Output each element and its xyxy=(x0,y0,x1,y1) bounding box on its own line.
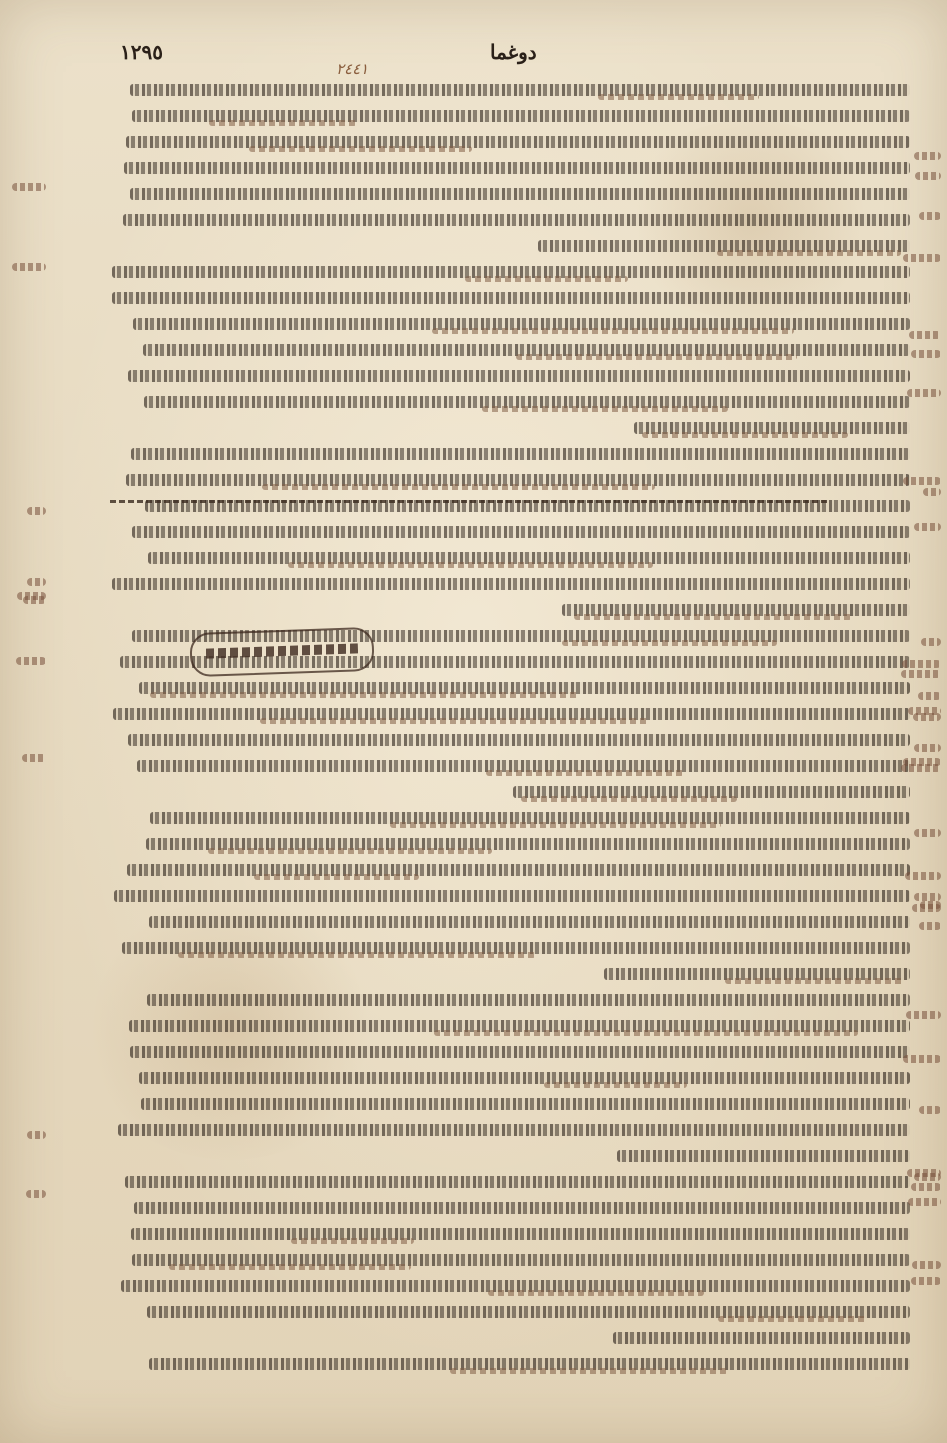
text-line xyxy=(147,1302,910,1322)
text-line xyxy=(150,808,910,828)
handwritten-annotation xyxy=(488,1290,704,1296)
text-line xyxy=(143,340,910,360)
handwritten-annotation xyxy=(562,640,777,646)
text-line xyxy=(128,730,910,750)
section-divider xyxy=(110,500,830,503)
handwritten-annotation xyxy=(178,952,536,958)
handwritten-annotation xyxy=(725,978,906,984)
margin-annotation xyxy=(902,660,941,668)
handwritten-annotation xyxy=(254,874,419,880)
text-line xyxy=(130,1042,910,1062)
printed-text xyxy=(128,734,910,746)
margin-annotation xyxy=(27,1131,46,1139)
text-line xyxy=(145,496,910,516)
text-line xyxy=(128,366,910,386)
handwritten-annotation xyxy=(262,484,655,490)
printed-text xyxy=(124,162,910,174)
printed-text xyxy=(613,1332,910,1344)
handwritten-annotation xyxy=(390,822,721,828)
margin-annotation xyxy=(905,872,941,880)
text-line xyxy=(127,860,910,880)
printed-text xyxy=(127,864,910,876)
handwritten-annotation xyxy=(516,354,796,360)
text-line xyxy=(149,1354,910,1374)
page-header xyxy=(120,40,840,78)
margin-annotation xyxy=(915,172,941,180)
handwritten-annotation xyxy=(642,432,848,438)
right-margin-annotations xyxy=(899,90,941,1340)
printed-text xyxy=(149,916,910,928)
printed-text xyxy=(118,1124,910,1136)
margin-annotation xyxy=(914,152,941,160)
printed-text xyxy=(130,84,910,96)
handwritten-annotation xyxy=(718,1316,868,1322)
margin-annotation xyxy=(921,638,941,646)
text-line xyxy=(634,418,910,438)
text-line xyxy=(126,470,910,490)
printed-text xyxy=(126,136,910,148)
printed-text xyxy=(130,1046,910,1058)
handwritten-annotation xyxy=(249,146,471,152)
handwritten-annotation xyxy=(260,718,649,724)
text-line xyxy=(113,704,910,724)
handwritten-annotation xyxy=(208,848,492,854)
ownership-stamp xyxy=(189,627,374,677)
printed-text xyxy=(123,214,910,226)
margin-annotation xyxy=(911,350,941,358)
text-line xyxy=(139,1068,910,1088)
text-line xyxy=(129,1016,910,1036)
text-line xyxy=(147,990,910,1010)
text-line xyxy=(604,964,910,984)
running-head: دوغما xyxy=(490,40,537,64)
handwritten-annotation xyxy=(574,614,852,620)
margin-annotation xyxy=(12,183,46,191)
margin-annotation xyxy=(914,829,941,837)
text-line xyxy=(144,392,910,412)
text-line xyxy=(146,834,910,854)
text-line xyxy=(123,210,910,230)
text-line xyxy=(132,522,910,542)
margin-annotation xyxy=(909,331,941,339)
text-line xyxy=(122,938,910,958)
text-line xyxy=(613,1328,910,1348)
printed-text xyxy=(139,1072,910,1084)
printed-text xyxy=(131,448,910,460)
margin-annotation xyxy=(16,657,46,665)
printed-text xyxy=(112,578,910,590)
text-line xyxy=(141,1094,910,1114)
text-body xyxy=(100,80,910,1400)
text-line xyxy=(131,1224,910,1244)
printed-text xyxy=(134,1202,910,1214)
margin-annotation xyxy=(914,523,941,531)
margin-annotation xyxy=(23,596,46,604)
text-line xyxy=(124,158,910,178)
text-line xyxy=(134,1198,910,1218)
margin-annotation xyxy=(27,507,46,515)
margin-annotation xyxy=(918,692,942,700)
margin-annotation xyxy=(12,263,46,271)
margin-annotation xyxy=(27,578,46,586)
handwritten-annotation xyxy=(717,250,900,256)
printed-text xyxy=(128,370,910,382)
text-line xyxy=(114,886,910,906)
margin-annotation xyxy=(907,1169,941,1177)
margin-annotation xyxy=(913,713,941,721)
printed-text xyxy=(141,1098,910,1110)
text-line xyxy=(112,262,910,282)
text-line xyxy=(126,132,910,152)
handwritten-annotation xyxy=(209,120,357,126)
margin-annotation xyxy=(908,1198,941,1206)
text-line xyxy=(513,782,910,802)
text-line xyxy=(139,678,910,698)
margin-annotation xyxy=(911,1183,942,1191)
handwritten-annotation xyxy=(544,1082,687,1088)
handwritten-annotation xyxy=(432,328,794,334)
handwritten-annotation xyxy=(434,1030,858,1036)
text-line xyxy=(112,574,910,594)
printed-text xyxy=(147,994,910,1006)
margin-annotation xyxy=(919,922,941,930)
left-margin-annotations xyxy=(4,90,46,1340)
printed-text xyxy=(131,1228,910,1240)
handwritten-annotation xyxy=(465,276,628,282)
text-line xyxy=(132,1250,910,1270)
page-number: ١٢٩٥ xyxy=(120,40,163,64)
text-line xyxy=(125,1172,910,1192)
text-line xyxy=(137,756,910,776)
text-line xyxy=(538,236,910,256)
printed-text xyxy=(617,1150,910,1162)
text-line xyxy=(131,444,910,464)
printed-text xyxy=(132,526,910,538)
text-line xyxy=(118,1120,910,1140)
margin-annotation xyxy=(919,212,941,220)
handwritten-annotation xyxy=(288,562,653,568)
margin-annotation xyxy=(920,901,941,909)
text-line xyxy=(562,600,910,620)
margin-annotation xyxy=(901,764,941,772)
handwritten-annotation xyxy=(291,1238,414,1244)
margin-annotation xyxy=(901,670,941,678)
text-line xyxy=(132,106,910,126)
margin-annotation xyxy=(22,754,46,762)
margin-annotation xyxy=(26,1190,46,1198)
handwritten-annotation xyxy=(598,94,760,100)
margin-annotation xyxy=(903,1055,941,1063)
text-line xyxy=(149,912,910,932)
text-line xyxy=(148,548,910,568)
margin-annotation xyxy=(912,1261,941,1269)
margin-annotation xyxy=(919,1106,941,1114)
handwritten-annotation xyxy=(521,796,737,802)
text-line xyxy=(617,1146,910,1166)
printed-text xyxy=(114,890,910,902)
text-line xyxy=(112,288,910,308)
text-line xyxy=(121,1276,910,1296)
text-line xyxy=(130,184,910,204)
margin-annotation xyxy=(914,744,941,752)
handwritten-annotation xyxy=(482,406,729,412)
printed-text xyxy=(125,1176,910,1188)
printed-text xyxy=(112,292,910,304)
printed-text xyxy=(130,188,910,200)
handwritten-annotation xyxy=(450,1368,728,1374)
handwritten-annotation xyxy=(169,1264,411,1270)
margin-annotation xyxy=(907,389,941,397)
handwritten-annotation xyxy=(486,770,683,776)
margin-annotation xyxy=(903,477,941,485)
handwritten-annotation xyxy=(150,692,579,698)
margin-annotation xyxy=(923,488,941,496)
margin-annotation xyxy=(911,1277,941,1285)
margin-annotation xyxy=(903,254,941,262)
text-line xyxy=(130,80,910,100)
text-line xyxy=(133,314,910,334)
manuscript-number: ٢٤٤١ xyxy=(336,60,369,78)
margin-annotation xyxy=(906,1011,941,1019)
margin-annotation xyxy=(914,893,941,901)
